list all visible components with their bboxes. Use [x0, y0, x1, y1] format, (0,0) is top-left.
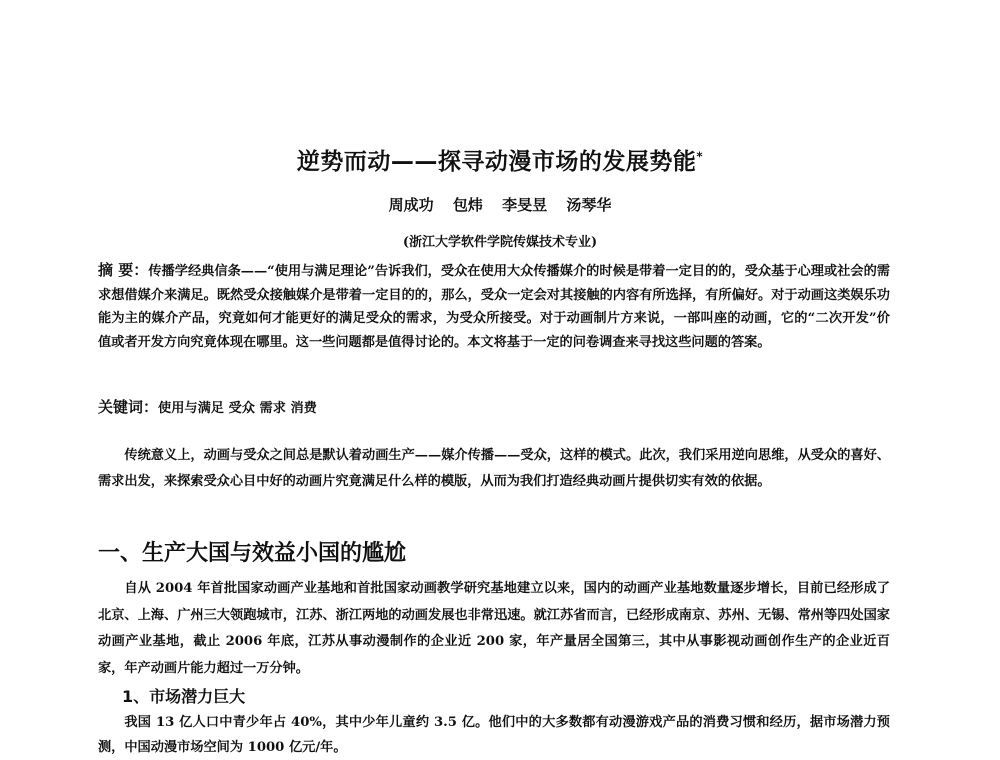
paper-affiliation: (浙江大学软件学院传媒技术专业)	[402, 235, 598, 250]
keywords-label: 关键词：	[98, 398, 159, 416]
paper-title-text: 逆势而动——探寻动漫市场的发展势能	[296, 149, 697, 175]
abstract-text: 传播学经典信条——“使用与满足理论”告诉我们，受众在使用大众传播媒介的时候是带着一定目的的，受众基于心理或社会的需求想借媒介来满足。既然受众接触媒介是带着一定目的的，那么，受众一定会对其接触的内容有所选择，有所偏好。对于动画这类娱乐功能为主的媒介产品，究竟如何才能更好的满足受众的需求，为受众所接受。对于动画制片方来说，一部叫座的动画，它的“二次开发”价值或者开发方向究竟体现在哪里。这一些问题都是值得讨论的。本文将基于一定的问卷调查来寻找这些问题的答案。	[98, 264, 890, 350]
subsection-1-paragraph: 我国 13 亿人口中青少年占 40%，其中少年儿童约 3.5 亿。他们中的大多数都有动漫游戏产品的消费习惯和经历，据市场潜力预测，中国动漫市场空间为 1000 亿元/年。	[98, 715, 890, 755]
section-1-paragraph: 自从 2004 年首批国家动画产业基地和首批国家动画教学研究基地建立以来，国内的动画产业基地数量逐步增长，目前已经形成了北京、上海、广州三大领跑城市，江苏、浙江两地的动画发展也非常迅速。就江苏省而言，已经形成南京、苏州、无锡、常州等四处国家动画产业基地，截止 2006 年底，江苏从事动漫制作的企业近 200 家，年产量居全国第三，其中从事影视动画创作生产的企业近百家，年产动画片能力超过一万分钟。	[98, 581, 890, 676]
keywords-text: 使用与满足 受众 需求 消费	[158, 401, 317, 416]
paper-authors: 周成功 包炜 李旻昱 汤琴华	[388, 196, 612, 214]
abstract-block	[98, 259, 890, 354]
keywords-block	[98, 396, 317, 417]
subsection-heading-1: 1、市场潜力巨大	[122, 687, 246, 706]
abstract-label: 摘 要：	[98, 261, 149, 279]
intro-paragraph: 传统意义上，动画与受众之间总是默认着动画生产——媒介传播——受众，这样的模式。此次，我们采用逆向思维，从受众的喜好、需求出发，来探索受众心目中好的动画片究竟满足什么样的模版，从而为我们打造经典动画片提供切实有效的依据。	[98, 448, 890, 489]
title-footnote-mark: *	[696, 149, 704, 164]
section-heading-1: 一、生产大国与效益小国的尴尬	[98, 541, 407, 566]
paper-title	[0, 143, 1000, 176]
